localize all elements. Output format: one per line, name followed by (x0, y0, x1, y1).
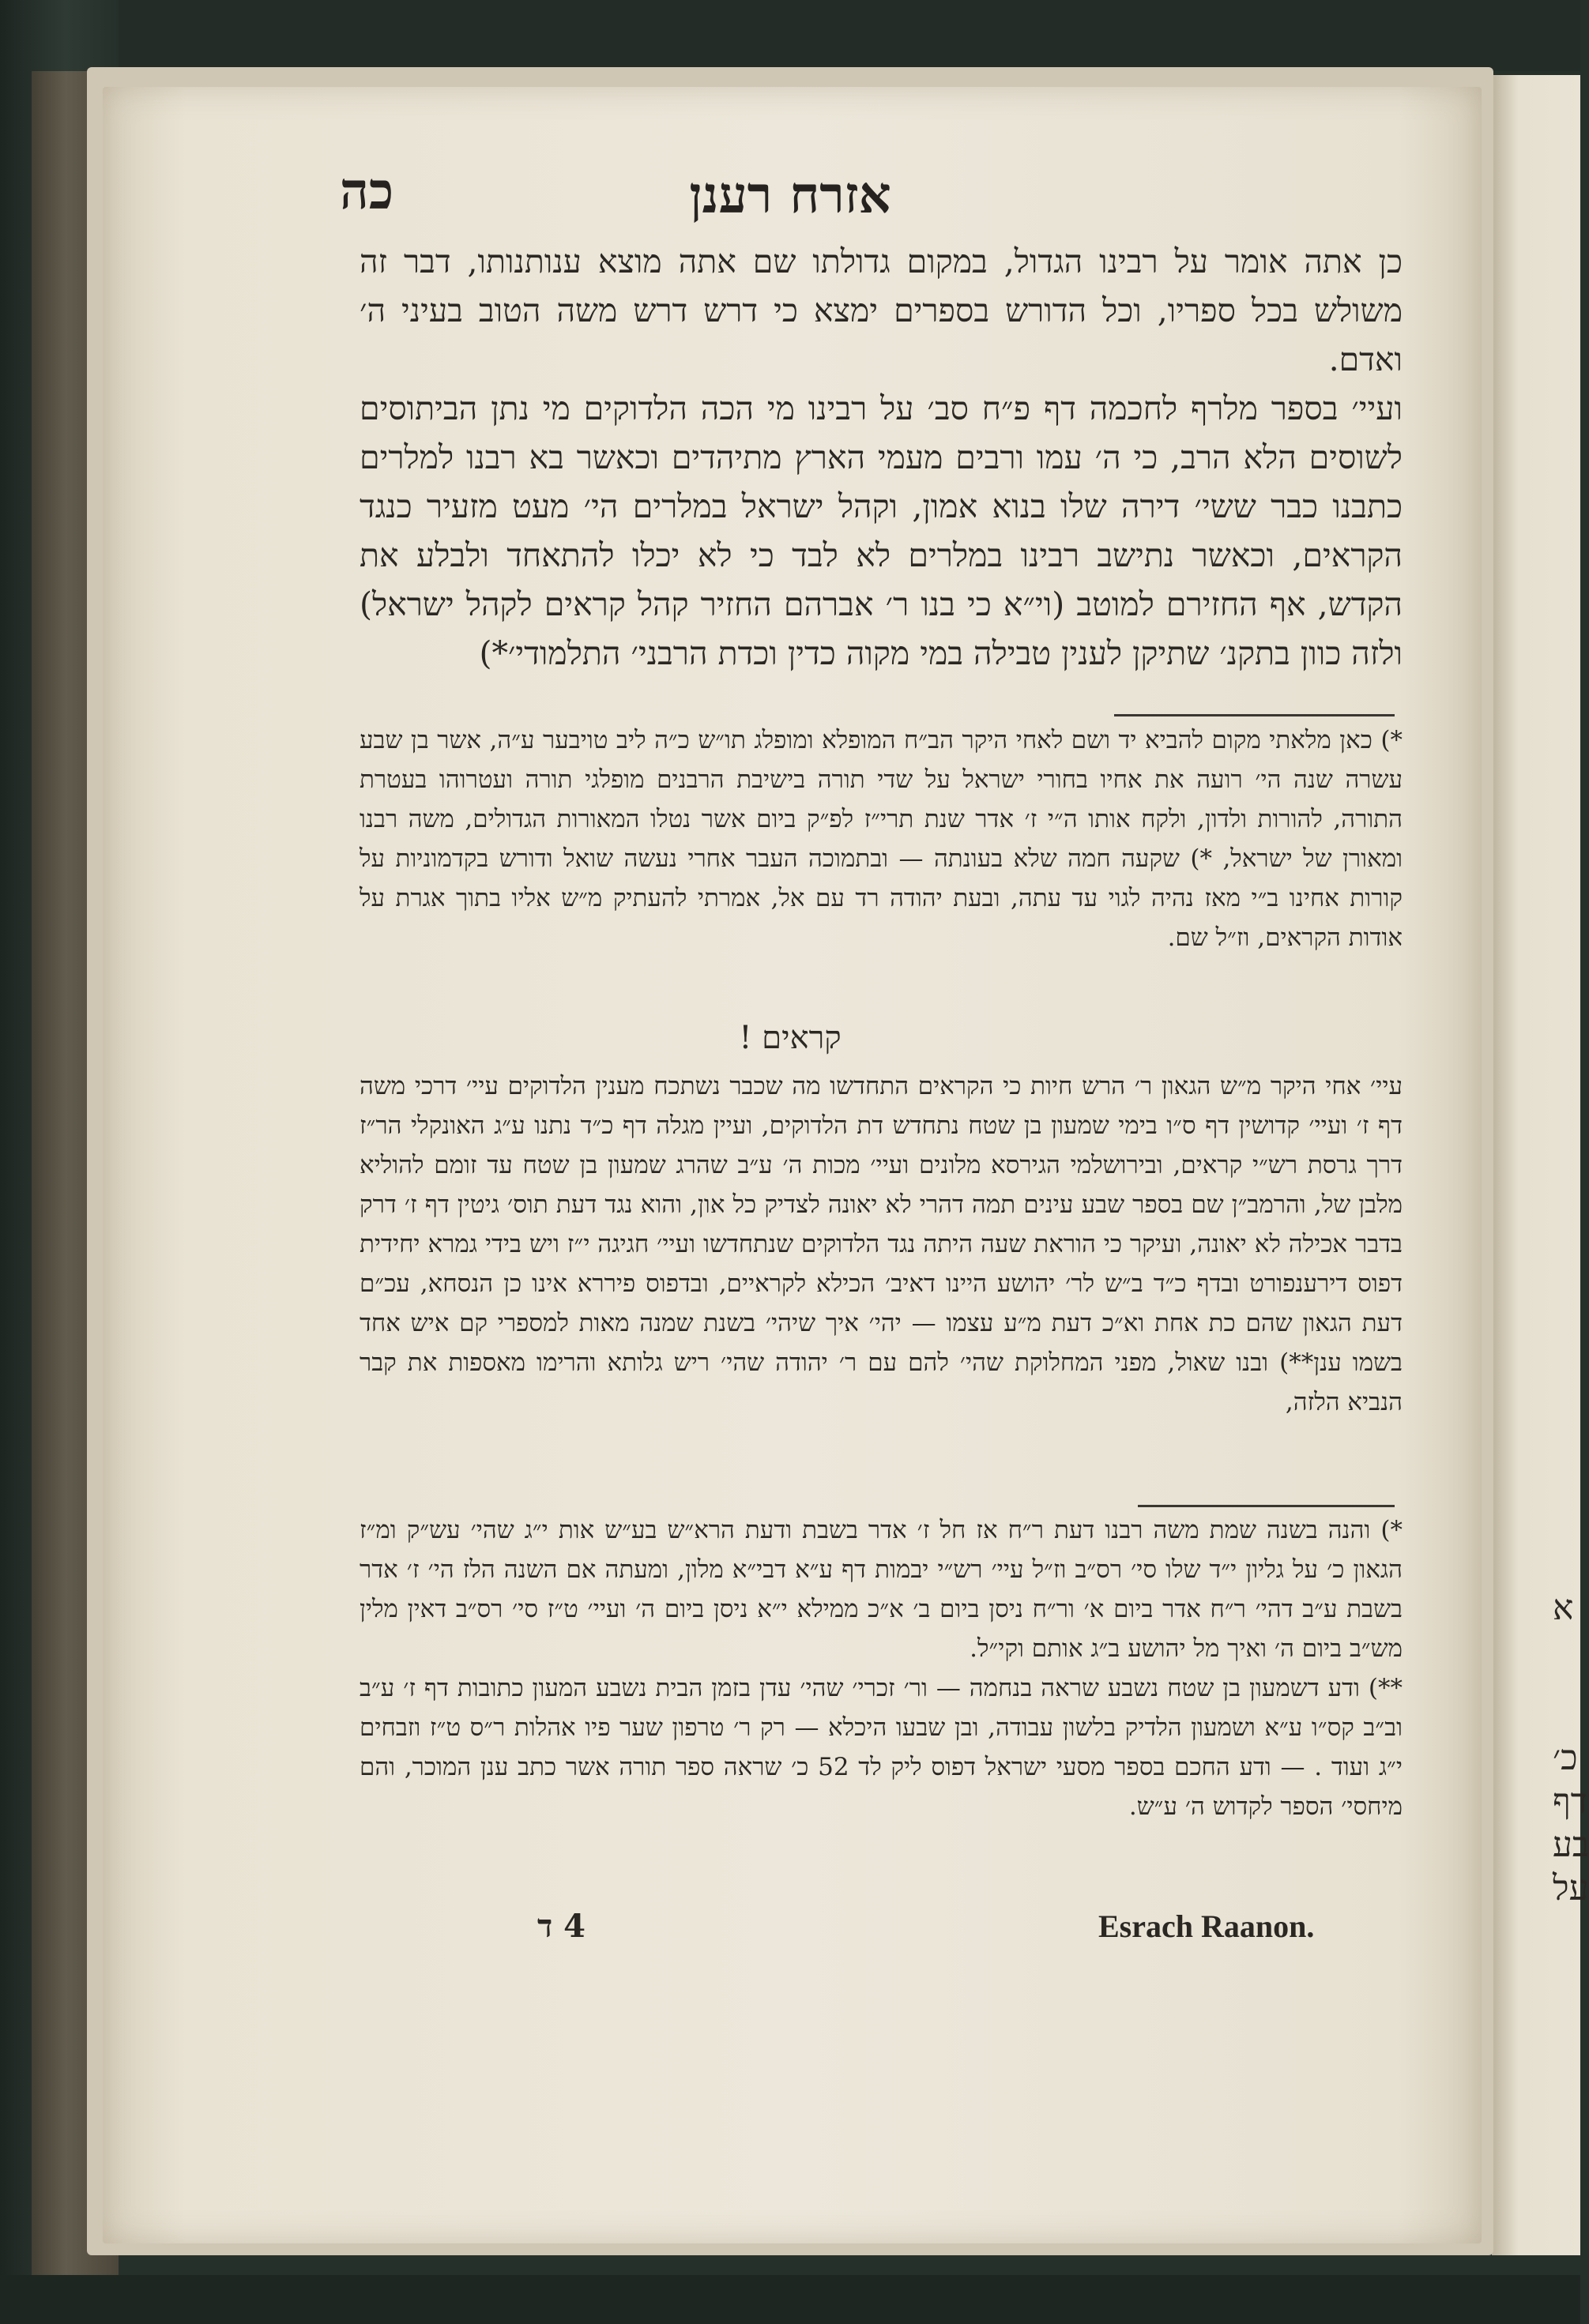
footnote (360, 1510, 1403, 1826)
next-page-fragment: א (1553, 1588, 1574, 1628)
next-page-fragment: כ׳ (1553, 1738, 1578, 1778)
signature-mark: 4 ד (537, 1908, 586, 1945)
next-page-fragment: דף (1553, 1781, 1587, 1822)
footnote-text: **) ודע דשמעון בן שטח נשבע שראה בנחמה — ור׳ זכרי׳ שהי׳ עדן בזמן הבית נשבע המעון כתובות דף ז׳ ע״ב וב״ב קס״ו ע״א ושמעון הלדיק בלשון עבודה, ובן שבעו היכלא — רק ר׳ טרפון שער פיו אהלות ר״ס ט״ז וזבחים י״ג ועוד . — ודע החכם בספר מסעי ישראל דפוס ליק לד 52 כ׳ שראה ספר תורה אשר כתב ענן המוכר, והם מיחסי׳ הספר לקדוש ה׳ ע״ש. (360, 1674, 1403, 1821)
paragraph: כן אתה אומר על רבינו הגדול, במקום גדולתו שם אתה מוצא ענותנותו, דבר זה משולש בכל ספריו, וכל הדורש בספרים ימצא כי דרש דרש משה הטוב בעיני ה׳ ואדם. (360, 243, 1403, 378)
section-paragraph: עיי׳ אחי היקר מ״ש הגאון ר׳ הרש חיות כי הקראים התחדשו מה שכבר נשתכח מענין הלדוקים עיי׳ דרכי משה דף ז׳ ועיי׳ קדושין דף ס״ו בימי שמעון בן שטח נתחדש דת הלדוקים, ועיין מגלה דף כ״ד נתנו ע״ג האונקלי הר״ז דרך גרסת רש״י קראים, ובירושלמי הגירסא מלונים ועיי׳ מכות ה׳ ע״ב שהרג שמעון בן שטח עד זומם להוליא מלבן של, והרמב״ן שם בספר שבע עינים תמה דהרי לא יאונה לצדיק כל און, והוא נגד דעת תוס׳ גיטין דף ז׳ דרק בדבר אכילה לא יאונה, ועיקר כי הוראת שעה היתה נגד הלדוקים שנתחדשו ועיי׳ חגיגה י״ז ויש בידי גמרא יחידית דפוס דירענפורט ובדף כ״ד ב״ש לר׳ יהושע היינו דאיב׳ הכילא לקראיים, ובדפוס פיררא אינו כן הנסחא, עכ״ם דעת הגאון שהם כת אחת וא״כ דעת מ״ע עצמו — יהי׳ איך שיהי׳ בשנת שמנה מאות למספרי קם איש אחד בשמו ענן**) ובנו שאול, מפני המחלוקת שהי׳ להם עם ר׳ יהודה שהי׳ ריש גלותא והרימו מאספות את קבר הנביא הלזה, (360, 1072, 1403, 1416)
section-text (360, 1066, 1403, 1422)
main-text (360, 237, 1403, 678)
footnote-text: *) והנה בשנה שמת משה רבנו דעת ר״ח אז חל ז׳ אדר בשבת ודעת הרא״ש בע״ש אות י״ג שהי׳ עש״ק ומ״ז הגאון כ׳ על גליון י״ד שלו סי׳ רס״ב וז״ל עיי׳ רש״י יבמות דף ע״א דבי״א מלון, ומעתה אם השנה הלז הי׳ ז׳ אדר בשבת ע״ב דהי׳ ר״ח אדר ביום א׳ ור״ח ניסן ביום ב׳ א״כ ממילא י״א ניסן ביום ה׳ ועיי׳ ט״ז סי׳ רס״ב דאין מלין מש״ב ביום ה׳ ואיך מל יהושע ב״ג אותם וקי״ל. (360, 1516, 1403, 1663)
footnote-divider (1138, 1505, 1395, 1507)
section-heading: קראים ! (739, 1020, 842, 1056)
running-title: אזרח רענן (689, 166, 891, 225)
footer-book-name: Esrach Raanon. (1098, 1908, 1315, 1944)
footnote-text: *) כאן מלאתי מקום להביא יד ושם לאחי היקר הב״ח המופלא ומופלג תו״ש כ״ה ליב טויבער ע״ה, אשר בן שבע עשרה שנה הי׳ רועה את אחיו בחורי ישראל על שדי תורה בישיבת הרבנים מופלגי תורה ועטרוהו בעטרת התורה, להורות ולדון, ולקח אותו ה״י ז׳ אדר שנת תרי״ז לפ״ק ביום אשר נטלו המאורות הגדולים, משה רבנו ומאורן של ישראל, *) שקעה חמה שלא בעונתה — ובתמוכה העבר אחרי נעשה שואל ודורש בקדמוניות על קורות אחינו ב״י מאז נהיה לגוי עד עתה, ובעת יהודה רד עם אל, אמרתי להעתיק מ״ש אליו בתוך אגרת על אודות הקראים, וז״ל שם. (360, 726, 1403, 952)
book-cover-top (0, 0, 1580, 71)
next-page-fragment: בע (1553, 1825, 1589, 1865)
next-page-fragment: על (1553, 1868, 1589, 1908)
paragraph: ועיי׳ בספר מלרף לחכמה דף פ״ח סב׳ על רבינו מי הכה הלדוקים מי נתן הביתוסים לשוסים הלא הרב, כי ה׳ עמו ורבים מעמי הארץ מתיהדים וכאשר בא רבנו למלרים כתבנו כבר ששי׳ דירה שלו בנוא אמון, וקהל ישראל במלרים הי׳ מעט מזעיר כנגד הקראים, וכאשר נתישב רבינו במלרים לא לבד כי לא יכלו להתאחד ולבלע את הקדש, אף החזירם למוטב (וי״א כי בנו ר׳ אברהם החזיר קהל קראים לקהל ישראל) ולזה כוון בתקנ׳ שתיקן לענין טבילה במי מקוה כדין וכדת הרבני׳ התלמודי׳*) (360, 389, 1403, 672)
next-page-edge (1492, 75, 1580, 2255)
page-number: כה (340, 162, 394, 221)
book-cover-bottom (0, 2275, 1580, 2324)
footnote (360, 720, 1403, 957)
footnote-divider (1114, 714, 1395, 716)
